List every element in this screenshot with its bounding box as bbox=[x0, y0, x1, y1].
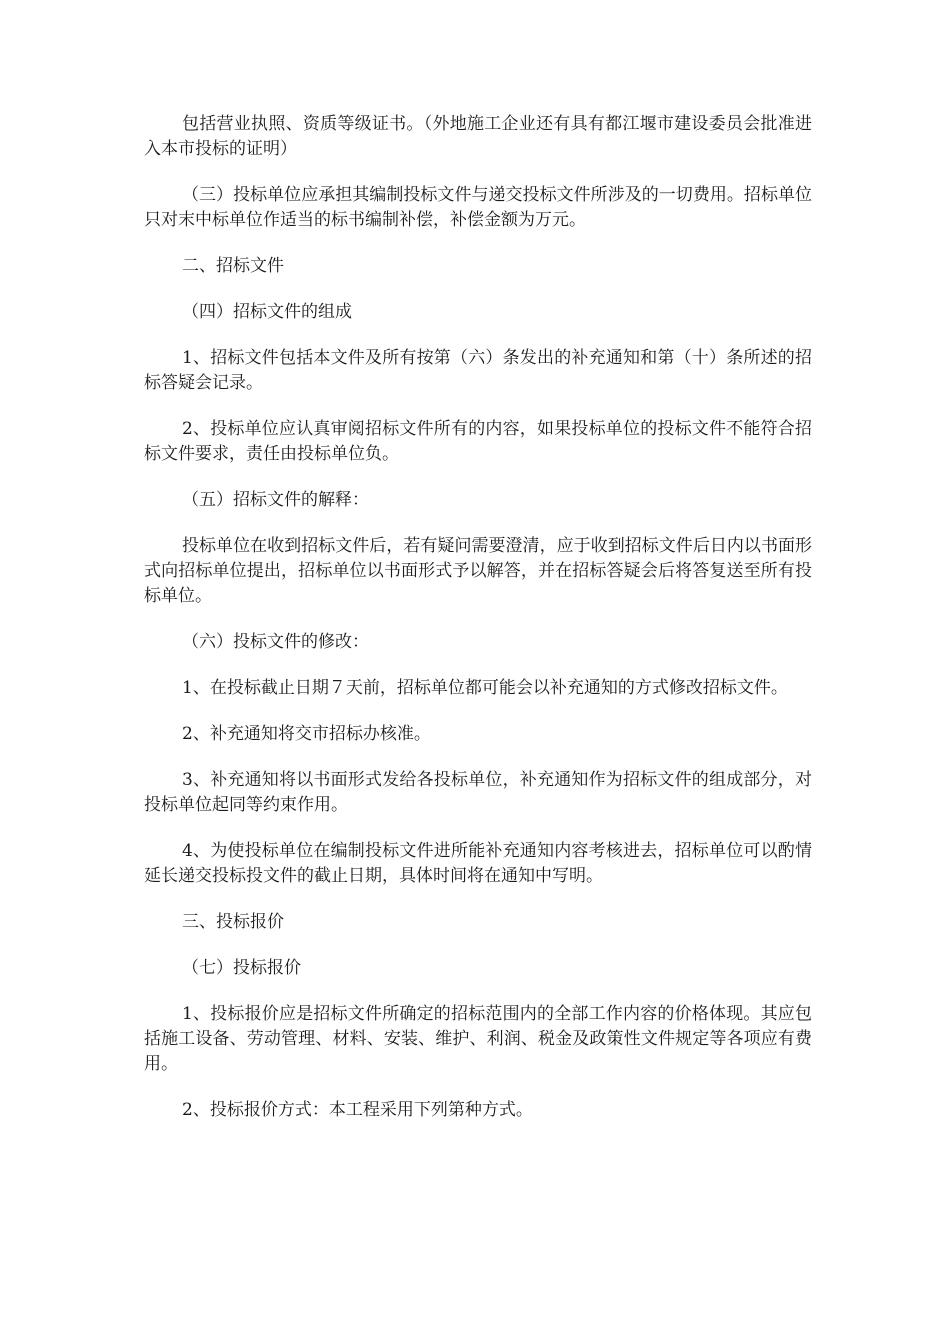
paragraph-bid-price-1: 1、投标报价应是招标文件所确定的招标范围内的全部工作内容的价格体现。其应包括施工设备、劳动管理、材料、安装、维护、利润、税金及政策性文件规定等各项应有费用。 bbox=[144, 1004, 812, 1074]
paragraph-amendment-2: 2、补充通知将交市招标办核准。 bbox=[182, 724, 431, 744]
paragraph-qualification-docs: 包括营业执照、资质等级证书。（外地施工企业还有具有都江堰市建设委员会批准进入本市投标的证明） bbox=[144, 114, 812, 159]
subsection-heading-interpretation: （五）招标文件的解释： bbox=[182, 490, 369, 510]
document-body bbox=[144, 112, 812, 1144]
subsection-heading-amendment: （六）投标文件的修改： bbox=[182, 632, 369, 652]
section-heading-bid-price: 三、投标报价 bbox=[182, 912, 284, 932]
paragraph-bid-price-2: 2、投标报价方式：本工程采用下列第种方式。 bbox=[182, 1100, 533, 1120]
paragraph-composition-2: 2、投标单位应认真审阅招标文件所有的内容，如果投标单位的投标文件不能符合招标文件要求，责任由投标单位负。 bbox=[144, 419, 812, 464]
subsection-heading-bid-price: （七）投标报价 bbox=[182, 958, 301, 978]
paragraph-amendment-3: 3、补充通知将以书面形式发给各投标单位，补充通知作为招标文件的组成部分，对投标单位起同等约束作用。 bbox=[144, 770, 812, 815]
paragraph-amendment-1: 1、在投标截止日期７天前，招标单位都可能会以补充通知的方式修改招标文件。 bbox=[182, 678, 788, 698]
paragraph-amendment-4: 4、为使投标单位在编制投标文件进所能补充通知内容考核进去，招标单位可以酌情延长递交投标投文件的截止日期，具体时间将在通知中写明。 bbox=[144, 841, 812, 886]
paragraph-composition-1: 1、招标文件包括本文件及所有按第（六）条发出的补充通知和第（十）条所述的招标答疑会记录。 bbox=[144, 348, 812, 393]
subsection-heading-composition: （四）招标文件的组成 bbox=[182, 302, 352, 322]
paragraph-interpretation: 投标单位在收到招标文件后，若有疑问需要澄清，应于收到招标文件后日内以书面形式向招标单位提出，招标单位以书面形式予以解答，并在招标答疑会后将答复送至所有投标单位。 bbox=[144, 536, 812, 606]
paragraph-bid-costs: （三）投标单位应承担其编制投标文件与递交投标文件所涉及的一切费用。招标单位只对末中标单位作适当的标书编制补偿，补偿金额为万元。 bbox=[144, 185, 812, 230]
section-heading-tender-documents: 二、招标文件 bbox=[182, 256, 284, 276]
